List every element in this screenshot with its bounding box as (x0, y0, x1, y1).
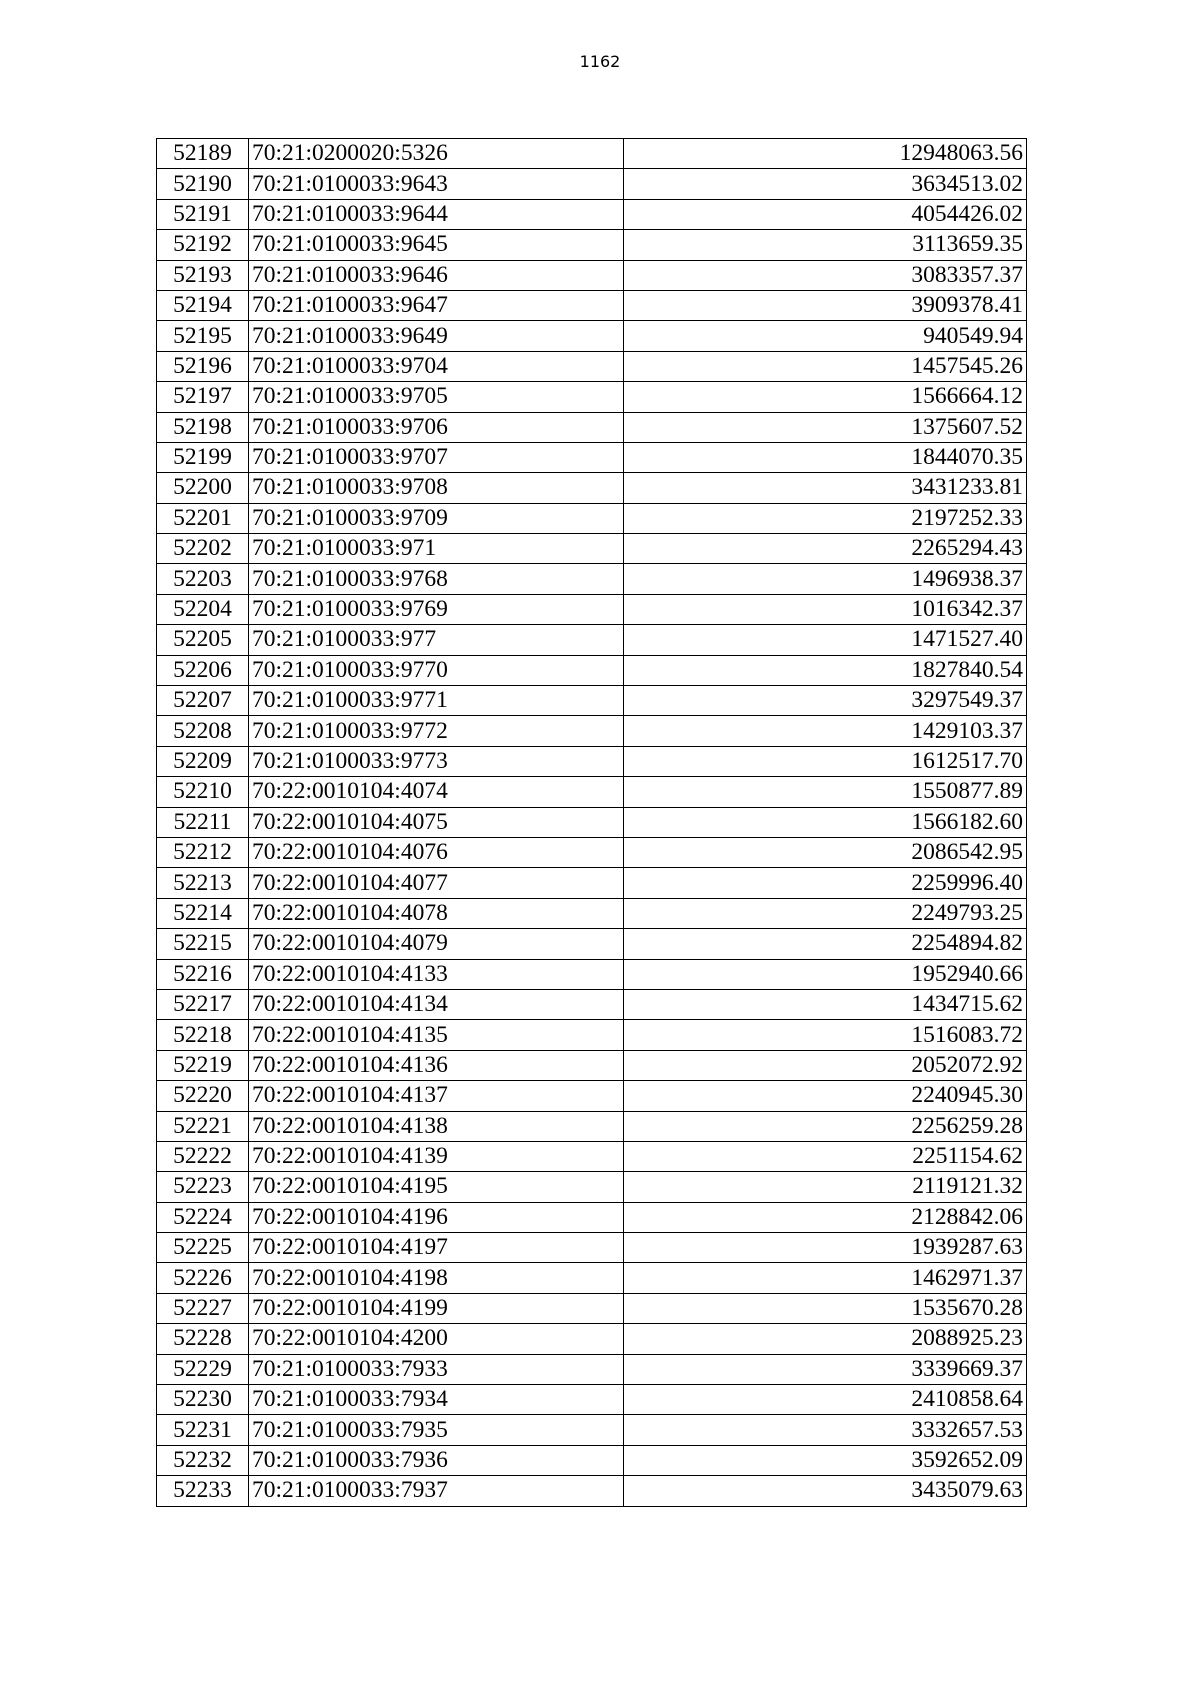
row-number-cell: 52220 (157, 1081, 249, 1111)
cadastral-number-cell: 70:22:0010104:4134 (249, 989, 624, 1019)
table-row (157, 503, 1027, 533)
row-number-cell: 52202 (157, 534, 249, 564)
table-row (157, 1233, 1027, 1263)
table-row (157, 686, 1027, 716)
cadastral-number-cell: 70:22:0010104:4197 (249, 1233, 624, 1263)
cadastral-number-cell: 70:22:0010104:4078 (249, 898, 624, 928)
row-number-cell: 52217 (157, 989, 249, 1019)
value-cell: 12948063.56 (624, 139, 1027, 169)
table-row (157, 594, 1027, 624)
table-row (157, 534, 1027, 564)
cadastral-number-cell: 70:21:0100033:9643 (249, 169, 624, 199)
row-number-cell: 52218 (157, 1020, 249, 1050)
cadastral-number-cell: 70:22:0010104:4074 (249, 777, 624, 807)
cadastral-number-cell: 70:22:0010104:4133 (249, 959, 624, 989)
table-row (157, 1111, 1027, 1141)
cadastral-number-cell: 70:22:0010104:4139 (249, 1141, 624, 1171)
cadastral-number-cell: 70:21:0100033:9705 (249, 382, 624, 412)
value-cell: 1462971.37 (624, 1263, 1027, 1293)
value-cell: 940549.94 (624, 321, 1027, 351)
table-row (157, 1445, 1027, 1475)
table-row (157, 1354, 1027, 1384)
value-cell: 3113659.35 (624, 230, 1027, 260)
page-number: 1162 (579, 52, 621, 71)
row-number-cell: 52196 (157, 351, 249, 381)
row-number-cell: 52214 (157, 898, 249, 928)
cadastral-number-cell: 70:21:0100033:7933 (249, 1354, 624, 1384)
value-cell: 3083357.37 (624, 260, 1027, 290)
value-cell: 2259996.40 (624, 868, 1027, 898)
table-row (157, 564, 1027, 594)
table-row (157, 777, 1027, 807)
table-row (157, 382, 1027, 412)
cadastral-number-cell: 70:22:0010104:4075 (249, 807, 624, 837)
value-cell: 4054426.02 (624, 199, 1027, 229)
value-cell: 2052072.92 (624, 1050, 1027, 1080)
value-cell: 1566182.60 (624, 807, 1027, 837)
row-number-cell: 52195 (157, 321, 249, 351)
value-cell: 2086542.95 (624, 837, 1027, 867)
row-number-cell: 52228 (157, 1324, 249, 1354)
cadastral-number-cell: 70:21:0100033:9644 (249, 199, 624, 229)
cadastral-number-cell: 70:21:0100033:9708 (249, 473, 624, 503)
value-cell: 3339669.37 (624, 1354, 1027, 1384)
row-number-cell: 52210 (157, 777, 249, 807)
value-cell: 3634513.02 (624, 169, 1027, 199)
value-cell: 1496938.37 (624, 564, 1027, 594)
value-cell: 1375607.52 (624, 412, 1027, 442)
cadastral-number-cell: 70:21:0100033:7935 (249, 1415, 624, 1445)
value-cell: 2251154.62 (624, 1141, 1027, 1171)
cadastral-number-cell: 70:22:0010104:4076 (249, 837, 624, 867)
table-row (157, 1263, 1027, 1293)
cadastral-number-cell: 70:21:0100033:7937 (249, 1476, 624, 1506)
table-row (157, 442, 1027, 472)
row-number-cell: 52231 (157, 1415, 249, 1445)
value-cell: 2128842.06 (624, 1202, 1027, 1232)
cadastral-number-cell: 70:21:0100033:9704 (249, 351, 624, 381)
row-number-cell: 52207 (157, 686, 249, 716)
value-cell: 2410858.64 (624, 1385, 1027, 1415)
cadastral-number-cell: 70:21:0100033:9649 (249, 321, 624, 351)
value-cell: 1566664.12 (624, 382, 1027, 412)
row-number-cell: 52224 (157, 1202, 249, 1232)
row-number-cell: 52221 (157, 1111, 249, 1141)
cadastral-number-cell: 70:22:0010104:4138 (249, 1111, 624, 1141)
row-number-cell: 52213 (157, 868, 249, 898)
table-row (157, 837, 1027, 867)
row-number-cell: 52197 (157, 382, 249, 412)
table-row (157, 1476, 1027, 1506)
row-number-cell: 52225 (157, 1233, 249, 1263)
table-row (157, 199, 1027, 229)
value-cell: 2088925.23 (624, 1324, 1027, 1354)
cadastral-number-cell: 70:21:0200020:5326 (249, 139, 624, 169)
value-cell: 1016342.37 (624, 594, 1027, 624)
cadastral-number-cell: 70:22:0010104:4136 (249, 1050, 624, 1080)
cadastral-number-cell: 70:21:0100033:9647 (249, 290, 624, 320)
cadastral-value-table (156, 138, 1027, 1507)
cadastral-number-cell: 70:22:0010104:4137 (249, 1081, 624, 1111)
row-number-cell: 52222 (157, 1141, 249, 1171)
cadastral-number-cell: 70:21:0100033:7936 (249, 1445, 624, 1475)
value-cell: 2254894.82 (624, 929, 1027, 959)
value-cell: 2197252.33 (624, 503, 1027, 533)
row-number-cell: 52203 (157, 564, 249, 594)
table-row (157, 929, 1027, 959)
table-row (157, 959, 1027, 989)
value-cell: 1550877.89 (624, 777, 1027, 807)
table-row (157, 1415, 1027, 1445)
value-cell: 1952940.66 (624, 959, 1027, 989)
row-number-cell: 52230 (157, 1385, 249, 1415)
cadastral-number-cell: 70:22:0010104:4199 (249, 1293, 624, 1323)
cadastral-number-cell: 70:22:0010104:4079 (249, 929, 624, 959)
value-cell: 1516083.72 (624, 1020, 1027, 1050)
cadastral-number-cell: 70:21:0100033:9770 (249, 655, 624, 685)
value-cell: 3909378.41 (624, 290, 1027, 320)
table-row (157, 655, 1027, 685)
value-cell: 3435079.63 (624, 1476, 1027, 1506)
table-row (157, 321, 1027, 351)
row-number-cell: 52212 (157, 837, 249, 867)
table-row (157, 1020, 1027, 1050)
row-number-cell: 52216 (157, 959, 249, 989)
cadastral-number-cell: 70:21:0100033:9768 (249, 564, 624, 594)
value-cell: 3431233.81 (624, 473, 1027, 503)
table-row (157, 1385, 1027, 1415)
cadastral-number-cell: 70:22:0010104:4077 (249, 868, 624, 898)
row-number-cell: 52209 (157, 746, 249, 776)
cadastral-number-cell: 70:21:0100033:9773 (249, 746, 624, 776)
table-row (157, 807, 1027, 837)
table-row (157, 868, 1027, 898)
value-cell: 1612517.70 (624, 746, 1027, 776)
cadastral-number-cell: 70:21:0100033:977 (249, 625, 624, 655)
row-number-cell: 52189 (157, 139, 249, 169)
value-cell: 2249793.25 (624, 898, 1027, 928)
row-number-cell: 52226 (157, 1263, 249, 1293)
table-body (157, 139, 1027, 1507)
cadastral-number-cell: 70:21:0100033:7934 (249, 1385, 624, 1415)
value-cell: 3592652.09 (624, 1445, 1027, 1475)
value-cell: 1844070.35 (624, 442, 1027, 472)
table-row (157, 989, 1027, 1019)
row-number-cell: 52223 (157, 1172, 249, 1202)
table-row (157, 139, 1027, 169)
row-number-cell: 52205 (157, 625, 249, 655)
row-number-cell: 52199 (157, 442, 249, 472)
value-cell: 3332657.53 (624, 1415, 1027, 1445)
table-row (157, 625, 1027, 655)
table-row (157, 1293, 1027, 1323)
value-cell: 2265294.43 (624, 534, 1027, 564)
row-number-cell: 52200 (157, 473, 249, 503)
table-row (157, 412, 1027, 442)
value-cell: 1429103.37 (624, 716, 1027, 746)
row-number-cell: 52204 (157, 594, 249, 624)
table-row (157, 716, 1027, 746)
row-number-cell: 52190 (157, 169, 249, 199)
cadastral-number-cell: 70:22:0010104:4196 (249, 1202, 624, 1232)
row-number-cell: 52208 (157, 716, 249, 746)
row-number-cell: 52232 (157, 1445, 249, 1475)
value-cell: 1939287.63 (624, 1233, 1027, 1263)
cadastral-number-cell: 70:21:0100033:9772 (249, 716, 624, 746)
table-row (157, 169, 1027, 199)
cadastral-number-cell: 70:22:0010104:4200 (249, 1324, 624, 1354)
row-number-cell: 52198 (157, 412, 249, 442)
table-row (157, 351, 1027, 381)
table-row (157, 230, 1027, 260)
row-number-cell: 52233 (157, 1476, 249, 1506)
value-cell: 1434715.62 (624, 989, 1027, 1019)
value-cell: 1457545.26 (624, 351, 1027, 381)
cadastral-number-cell: 70:21:0100033:9645 (249, 230, 624, 260)
value-cell: 2240945.30 (624, 1081, 1027, 1111)
value-cell: 1827840.54 (624, 655, 1027, 685)
cadastral-number-cell: 70:21:0100033:9707 (249, 442, 624, 472)
value-cell: 2256259.28 (624, 1111, 1027, 1141)
table-row (157, 1050, 1027, 1080)
cadastral-number-cell: 70:21:0100033:9769 (249, 594, 624, 624)
cadastral-number-cell: 70:22:0010104:4195 (249, 1172, 624, 1202)
table-row (157, 1202, 1027, 1232)
table-row (157, 260, 1027, 290)
value-cell: 3297549.37 (624, 686, 1027, 716)
table-row (157, 746, 1027, 776)
row-number-cell: 52229 (157, 1354, 249, 1384)
row-number-cell: 52194 (157, 290, 249, 320)
row-number-cell: 52191 (157, 199, 249, 229)
cadastral-number-cell: 70:21:0100033:9646 (249, 260, 624, 290)
table-row (157, 1141, 1027, 1171)
row-number-cell: 52215 (157, 929, 249, 959)
row-number-cell: 52201 (157, 503, 249, 533)
value-cell: 1535670.28 (624, 1293, 1027, 1323)
cadastral-number-cell: 70:21:0100033:9709 (249, 503, 624, 533)
row-number-cell: 52193 (157, 260, 249, 290)
row-number-cell: 52211 (157, 807, 249, 837)
row-number-cell: 52192 (157, 230, 249, 260)
row-number-cell: 52227 (157, 1293, 249, 1323)
cadastral-number-cell: 70:21:0100033:9706 (249, 412, 624, 442)
table-row (157, 473, 1027, 503)
cadastral-number-cell: 70:21:0100033:9771 (249, 686, 624, 716)
cadastral-number-cell: 70:21:0100033:971 (249, 534, 624, 564)
table-row (157, 290, 1027, 320)
value-cell: 1471527.40 (624, 625, 1027, 655)
row-number-cell: 52219 (157, 1050, 249, 1080)
table-row (157, 1172, 1027, 1202)
cadastral-number-cell: 70:22:0010104:4198 (249, 1263, 624, 1293)
cadastral-number-cell: 70:22:0010104:4135 (249, 1020, 624, 1050)
row-number-cell: 52206 (157, 655, 249, 685)
table-row (157, 1324, 1027, 1354)
table-row (157, 898, 1027, 928)
table-row (157, 1081, 1027, 1111)
value-cell: 2119121.32 (624, 1172, 1027, 1202)
